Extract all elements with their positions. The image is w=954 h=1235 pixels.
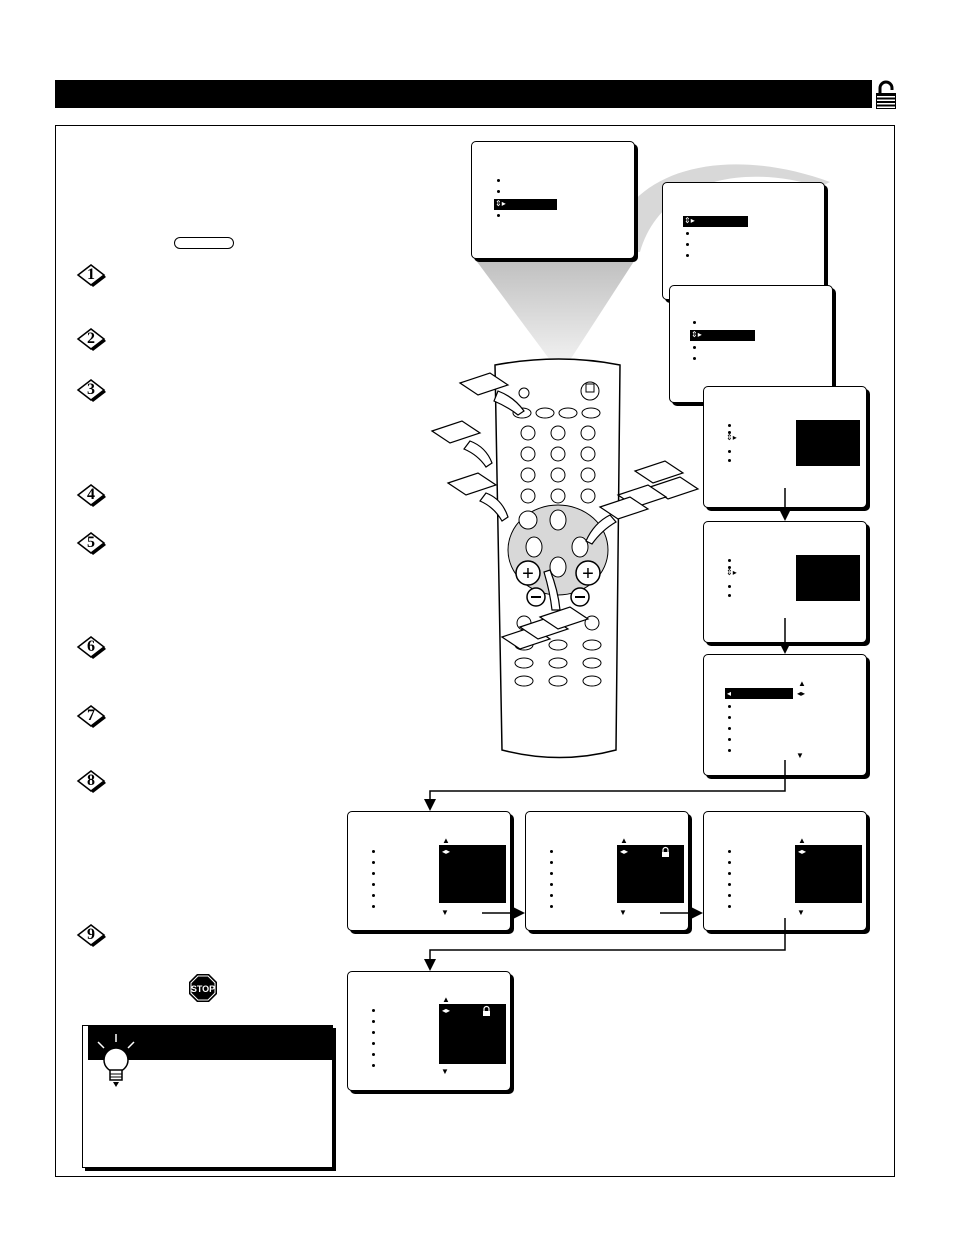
cursor-arrows-icon: ⇕▸ xyxy=(691,330,702,339)
remote-control-illustration xyxy=(420,355,720,775)
cursor-arrows-icon: ⇕▸ xyxy=(495,199,506,208)
scroll-up-icon: ▲ xyxy=(442,836,450,845)
scroll-down-icon: ▼ xyxy=(797,908,805,917)
scroll-down-icon: ▼ xyxy=(441,908,449,917)
step-number: 7 xyxy=(87,707,95,724)
scroll-down-icon: ▼ xyxy=(441,1067,449,1076)
left-arrow-icon: ◂ xyxy=(727,689,732,698)
step-number: 1 xyxy=(87,266,95,283)
cursor-arrows-icon: ◂▸ xyxy=(798,847,807,856)
scroll-up-icon: ▲ xyxy=(620,836,628,845)
step-number: 9 xyxy=(87,926,95,943)
cursor-arrows-icon: ◂▸ xyxy=(442,1006,451,1015)
cursor-arrows-icon: ⇕▸ xyxy=(684,216,695,225)
step-number: 3 xyxy=(87,381,95,398)
svg-text:+: + xyxy=(522,563,534,585)
step-number: 8 xyxy=(87,772,95,789)
scroll-up-icon: ▲ xyxy=(442,995,450,1004)
scroll-up-icon: ▲ xyxy=(798,679,806,688)
cursor-arrows-icon: ⇕▸ xyxy=(726,568,737,577)
step-number: 4 xyxy=(87,486,95,503)
scroll-down-icon: ▼ xyxy=(619,908,627,917)
scroll-down-icon: ▼ xyxy=(796,751,804,760)
flow-arrow xyxy=(430,918,785,968)
stop-sign-label: STOP xyxy=(190,984,216,994)
cursor-arrows-icon: ◂▸ xyxy=(442,847,451,856)
scroll-up-icon: ▲ xyxy=(798,836,806,845)
step-number: 6 xyxy=(87,638,95,655)
svg-text:+: + xyxy=(582,563,594,585)
step-number: 5 xyxy=(87,534,95,551)
step-number: 2 xyxy=(87,330,95,347)
cursor-arrows-icon: ◂▸ xyxy=(797,689,806,698)
cursor-arrows-icon: ⇕▸ xyxy=(726,433,737,442)
cursor-arrows-icon: ◂▸ xyxy=(620,847,629,856)
